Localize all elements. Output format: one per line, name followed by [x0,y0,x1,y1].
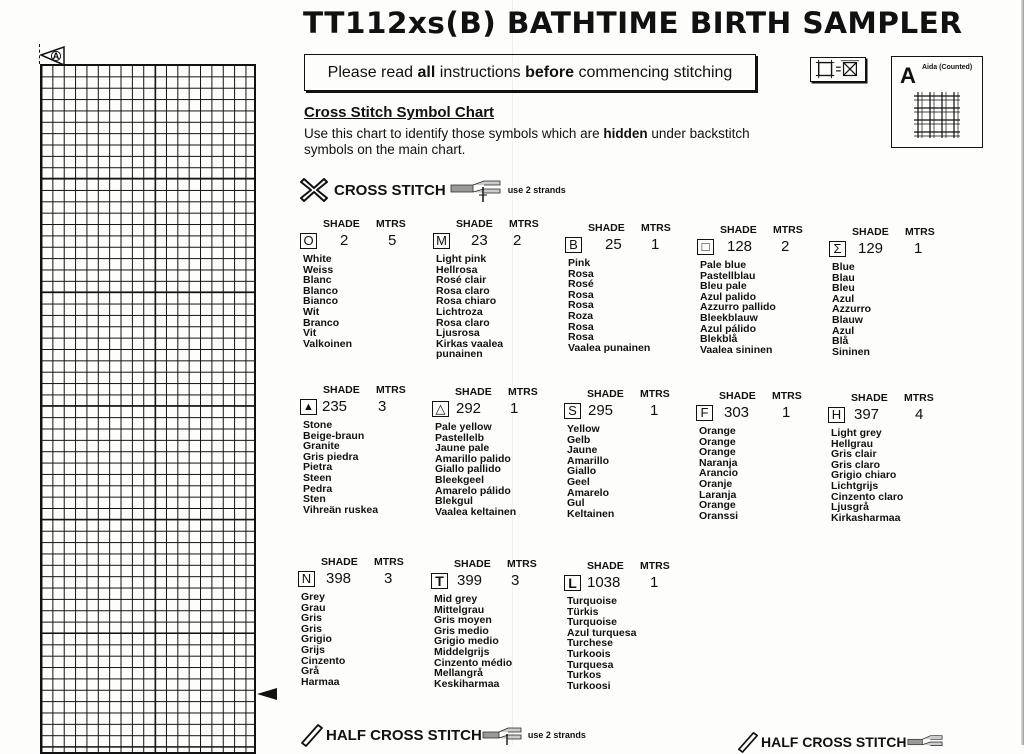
color-name: Cinzento [301,654,346,667]
color-name: Laranja [699,488,737,501]
color-name-list [700,260,776,355]
color-name: Branco [303,316,340,329]
shade-number: 295 [588,402,614,419]
metres-value: 1 [651,236,660,253]
backstitch-equals-cross-icon [810,57,866,82]
half-cross-stitch-icon [737,731,759,753]
mtrs-column-label: MTRS [641,222,671,234]
color-name: Mellangrå [434,667,484,680]
shade-number: 2 [340,232,349,249]
shade-column-label: SHADE [323,384,360,396]
color-name: Turkoois [567,647,611,660]
color-name: Orange [699,435,736,448]
color-name: Beige-braun [303,429,365,442]
color-name: Cinzento médio [434,656,513,669]
metres-value: 3 [384,570,393,587]
mtrs-column-label: MTRS [640,388,670,400]
color-name: Grey [301,591,325,603]
color-name: Blauw [832,313,863,326]
color-name: Bleu pale [700,280,747,293]
color-name: Harmaa [301,675,340,688]
color-name: Pale blue [700,259,747,271]
color-name: Kirkas vaalea [436,337,504,350]
metres-value: 1 [650,402,659,419]
color-name: Turkos [567,669,602,682]
color-name: Rosa [568,288,594,301]
color-name: Rosa claro [436,316,490,329]
mtrs-column-label: MTRS [772,390,802,402]
color-name-list [832,262,871,357]
needle-thread-icon [482,725,522,745]
shade-number: 398 [326,570,352,587]
color-name: Geel [567,475,590,488]
color-name: Azzurro pallido [700,301,776,314]
color-name: Turquoise [567,616,617,629]
color-name-list [567,596,636,691]
color-name: Blue [832,261,855,273]
color-name: Yellow [567,423,600,435]
color-name: Weiss [303,263,334,276]
shade-column-label: SHADE [456,218,493,230]
shade-column-label: SHADE [587,560,624,572]
color-name: Keskiharmaa [434,677,500,690]
color-name: Granite [303,440,340,453]
color-name: Wit [303,305,320,318]
color-name: Hellgrau [831,437,874,450]
color-name: Rosé clair [436,274,487,287]
color-name: Amarillo palido [435,452,511,465]
color-name: Orange [699,499,736,512]
metres-value: 2 [513,232,522,249]
half-cross-stitch-strands: use 2 strands [527,730,586,740]
shade-number: 303 [724,404,750,421]
metres-value: 3 [378,398,387,415]
color-name: Azul palido [700,290,756,303]
mtrs-column-label: MTRS [640,560,670,572]
stitch-symbol-icon: F [696,405,713,421]
shade-column-label: SHADE [719,390,756,402]
color-name: Pastellblau [700,269,756,282]
color-name: Giallo [567,465,597,478]
color-name: Gris clair [831,448,877,461]
color-name: Light pink [436,253,487,265]
color-name: Gris claro [831,458,881,471]
color-name: Vaalea keltainen [435,505,517,518]
shade-column-label: SHADE [851,392,888,404]
color-name: Gul [567,497,585,510]
color-name: Ljusgrå [831,501,869,514]
color-name: Gris piedra [303,450,359,463]
color-name: Cinzento claro [831,490,904,503]
color-name: Orange [699,446,736,459]
shade-number: 397 [854,406,880,423]
color-name: Türkis [567,605,599,618]
shade-number: 25 [605,236,622,253]
half-cross-stitch-title-2: HALF CROSS STITCH [761,734,907,750]
color-name: Grau [301,601,326,614]
fabric-letter: A [900,63,916,88]
color-name-list [301,592,345,687]
mtrs-column-label: MTRS [905,226,935,238]
shade-column-label: SHADE [454,558,491,570]
stitch-symbol-icon: N [298,571,315,587]
color-name: Gris moyen [434,614,492,627]
color-name: Middelgrijs [434,645,490,658]
color-name: Gelb [567,433,591,446]
color-name: Grigio [301,633,332,646]
color-name-list [435,422,516,517]
color-name: Vihreän ruskea [303,503,379,516]
color-name: Bleekblauw [700,311,758,324]
color-name: Gris medio [434,624,489,637]
aida-weave-icon [912,90,962,140]
color-name: Arancio [699,467,739,480]
metres-value: 5 [388,232,397,249]
color-name: Pietra [303,461,333,474]
mtrs-column-label: MTRS [904,392,934,404]
mtrs-column-label: MTRS [509,218,539,230]
cross-stitch-section-header [300,177,566,203]
stitch-symbol-icon: ▲ [300,399,317,415]
cross-stitch-title: CROSS STITCH [334,181,446,199]
mtrs-column-label: MTRS [376,218,406,230]
stitch-symbol-icon: O [300,233,317,249]
color-name: Light grey [831,427,882,439]
stitch-chart-grid [40,64,256,754]
cross-stitch-strands: use 2 strands [507,185,566,195]
color-name: Pale yellow [435,421,492,433]
color-name: Azzurro [832,303,872,316]
stitch-symbol-icon: B [565,237,582,253]
color-name: Rosa [568,320,594,333]
symbol-chart-description: Use this chart to identify those symbols which are hidden under backstitch symbols on the main chart. [304,126,750,157]
stitch-symbol-icon: △ [432,401,449,417]
color-name: Orange [699,425,736,437]
metres-value: 1 [650,574,659,591]
shade-column-label: SHADE [323,218,360,230]
instructions-notice: Please read all instructions before commencing stitching [304,54,756,91]
color-name: Bleekgeel [435,473,485,486]
metres-value: 4 [915,406,924,423]
color-name-list [699,426,738,521]
color-name: Grijs [301,643,325,656]
color-name: Stone [303,419,333,431]
color-name: Rosa [568,331,594,344]
color-name: Rosa claro [436,284,490,297]
color-name: Roza [568,309,594,322]
needle-thread-icon [450,177,502,203]
shade-number: 23 [471,232,488,249]
cross-stitch-icon [300,177,328,203]
shade-column-label: SHADE [720,224,757,236]
color-name: Valkoinen [303,337,353,350]
color-name: Rosa [568,299,594,312]
page-title: TT112xs(B) BATHTIME BIRTH SAMPLER [303,6,963,40]
metres-value: 1 [510,400,519,417]
color-name: Ljusrosa [436,327,480,340]
color-name: Rosa chiaro [436,295,497,308]
fabric-label: Aida (Counted) [922,64,973,71]
half-cross-stitch-title: HALF CROSS STITCH [326,726,482,744]
shade-number: 235 [322,398,348,415]
shade-number: 292 [456,400,482,417]
svg-text:A: A [52,51,60,61]
color-name: Oranssi [699,509,739,522]
color-name: Jaune pale [435,442,490,455]
mtrs-column-label: MTRS [374,556,404,568]
color-name: Blanco [303,284,339,297]
color-name: Mid grey [434,593,478,605]
color-name: Azul [832,324,855,337]
color-name: Turquesa [567,658,614,671]
color-name: Keltainen [567,507,615,520]
half-cross-stitch-icon [300,723,324,747]
color-name: Gris [301,612,323,625]
color-name: Lichtroza [436,305,483,318]
color-name: Grigio chiaro [831,469,897,482]
metres-value: 1 [914,240,923,257]
color-name: Amarelo [567,486,610,499]
color-name: Vaalea sininen [700,343,773,356]
color-name: Mittelgrau [434,603,485,616]
color-name: Kirkasharmaa [831,511,901,524]
color-name: Lichtgrijs [831,479,879,492]
color-name: Blekgul [435,495,473,508]
color-name: Grigio medio [434,635,499,648]
color-name: Sten [303,493,326,506]
shade-number: 399 [457,572,483,589]
color-name: punainen [436,348,483,361]
stitch-symbol-icon: L [564,575,581,591]
metres-value: 3 [511,572,520,589]
color-name: Giallo pallido [435,463,501,476]
color-name: Gris [301,622,323,635]
mtrs-column-label: MTRS [508,386,538,398]
shade-column-label: SHADE [455,386,492,398]
color-name-list [831,428,903,523]
needle-thread-icon [906,733,944,751]
stitch-symbol-icon: Ʃ [829,241,846,257]
stitch-symbol-icon: H [828,407,845,423]
color-name: Jaune [567,444,598,457]
symbol-chart-heading: Cross Stitch Symbol Chart [304,104,495,121]
color-name: Blå [832,335,849,348]
color-name-list [303,420,378,515]
color-name: Naranja [699,456,738,469]
stitch-symbol-icon: □ [697,239,714,255]
color-name: Turquoise [567,595,617,607]
half-cross-stitch-section-header-2 [737,731,944,753]
shade-column-label: SHADE [321,556,358,568]
stitch-symbol-icon: T [431,573,448,589]
color-name: Bleu [832,282,855,295]
color-name-list [567,424,614,519]
mtrs-column-label: MTRS [376,384,406,396]
color-name: Pedra [303,482,333,495]
metres-value: 1 [782,404,791,421]
stitch-symbol-icon: M [433,233,450,249]
stitch-symbol-icon: S [564,403,581,419]
shade-column-label: SHADE [587,388,624,400]
color-name: Blanc [303,274,332,287]
color-name: Steen [303,471,332,484]
color-name: Blau [832,271,855,284]
color-name: Turchese [567,637,613,650]
shade-number: 129 [858,240,884,257]
metres-value: 2 [781,238,790,255]
shade-number: 128 [727,238,753,255]
color-name: Grå [301,665,320,678]
mtrs-column-label: MTRS [773,224,803,236]
color-name-list [436,254,503,360]
color-name: Bianco [303,295,339,308]
chart-section-marker-icon [40,46,66,66]
color-name: Azul [832,292,855,305]
mtrs-column-label: MTRS [507,558,537,570]
half-cross-stitch-section-header [300,723,586,747]
shade-column-label: SHADE [588,222,625,234]
color-name: Azul pálido [700,322,756,335]
color-name-list [568,258,650,353]
color-name: Sininen [832,345,870,358]
color-name: Rosé [568,278,594,291]
center-arrow-icon [257,688,277,700]
color-name: Hellrosa [436,263,478,276]
color-name: Amarelo pálido [435,484,511,497]
color-name: Rosa [568,267,594,280]
color-name-list [303,254,352,349]
color-name: White [303,253,332,265]
color-name: Turkoosi [567,679,611,692]
color-name: Pastellelb [435,431,485,444]
shade-column-label: SHADE [852,226,889,238]
color-name-list [434,594,512,689]
fabric-info-box [891,56,983,148]
color-name: Vaalea punainen [568,341,651,354]
shade-number: 1038 [587,574,621,591]
color-name: Azul turquesa [567,626,637,639]
color-name: Pink [568,257,591,269]
color-name: Vit [303,327,317,340]
color-name: Amarillo [567,454,610,467]
color-name: Blekblå [700,333,738,346]
color-name: Oranje [699,477,733,490]
